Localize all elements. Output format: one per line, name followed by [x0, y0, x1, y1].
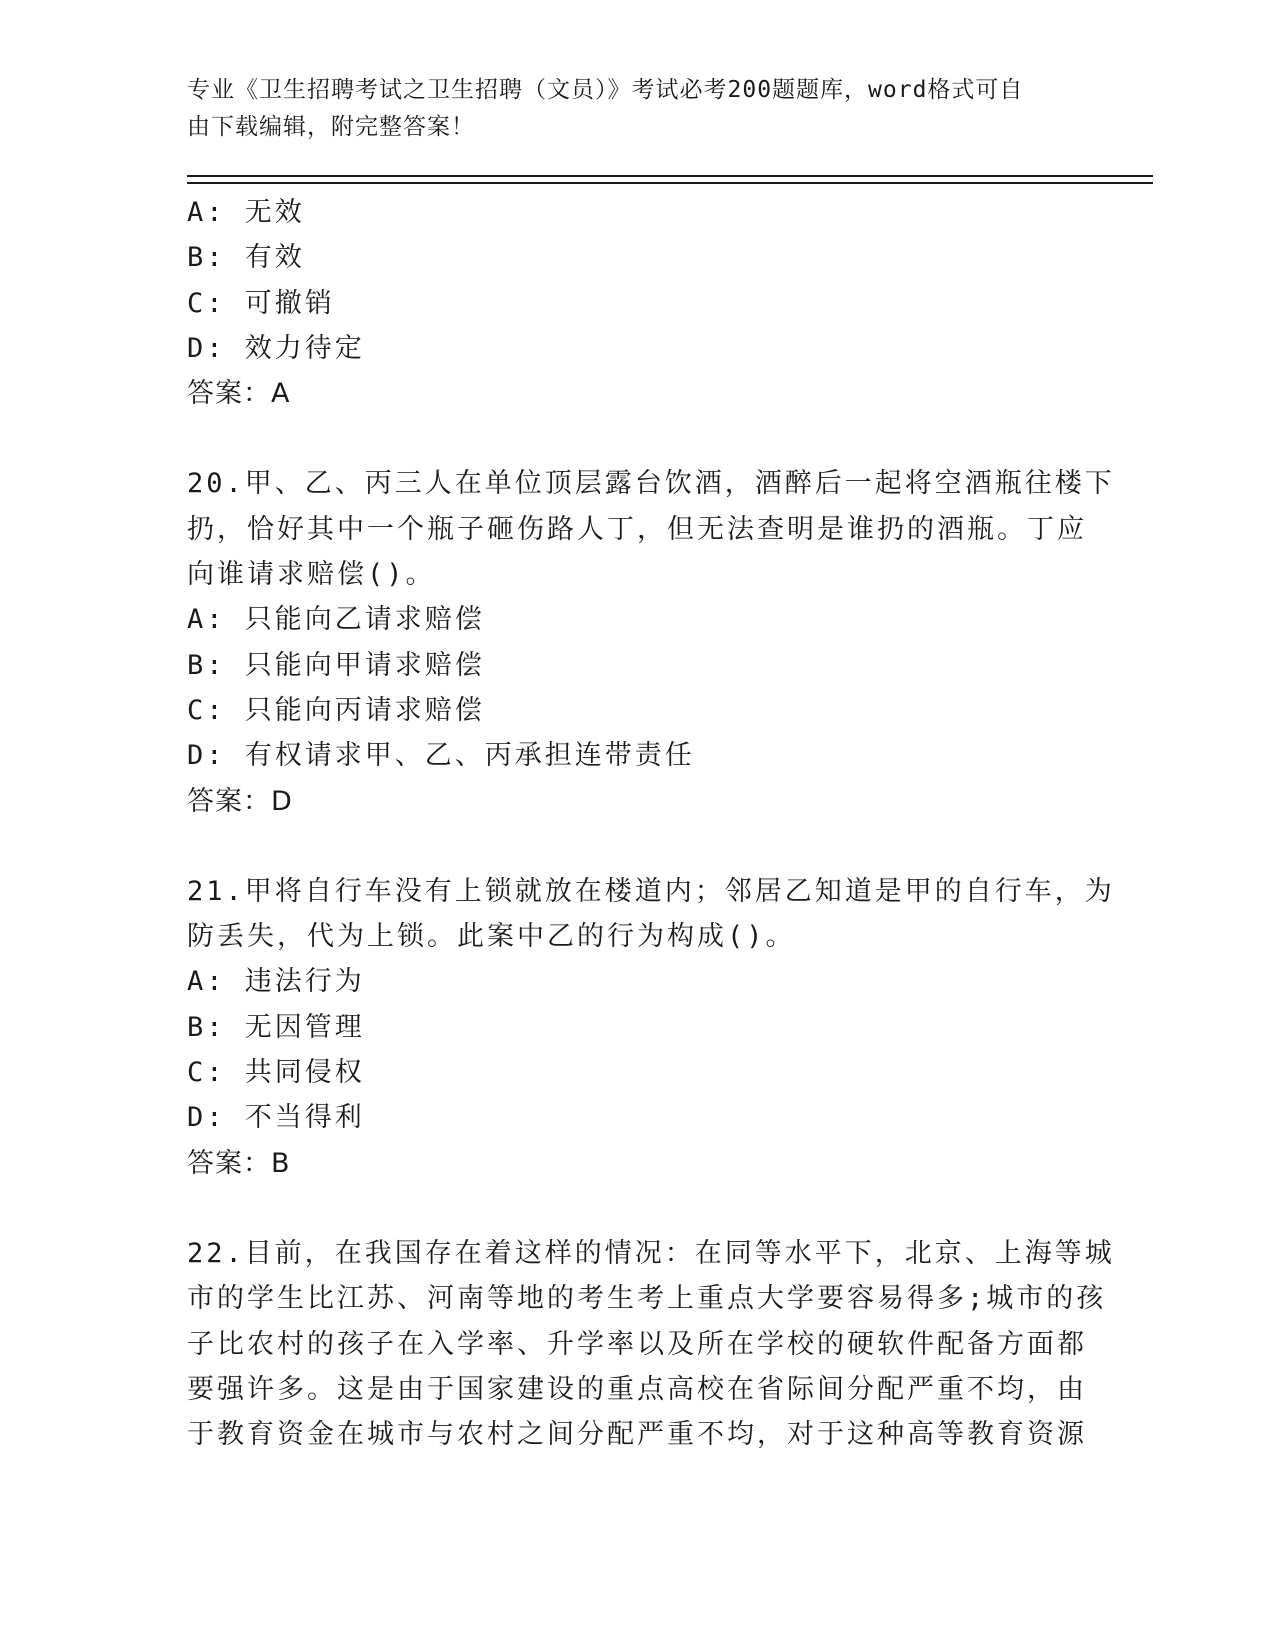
question-stem: 市的学生比江苏、河南等地的考生考上重点大学要容易得多;城市的孩 [187, 1283, 1107, 1315]
option-d: D: 效力待定 [187, 332, 365, 364]
answer-label: 答案：B [187, 1147, 291, 1179]
option-a: A: 违法行为 [187, 966, 365, 998]
question-stem: 扔，恰好其中一个瓶子砸伤路人丁，但无法查明是谁扔的酒瓶。丁应 [187, 513, 1087, 545]
option-b: B: 只能向甲请求赔偿 [187, 649, 485, 681]
answer-label: 答案：D [187, 785, 293, 817]
question-item [187, 190, 1067, 416]
header-divider [187, 182, 1153, 184]
question-stem: 子比农村的孩子在入学率、升学率以及所在学校的硬软件配备方面都 [187, 1328, 1087, 1360]
option-c: C: 只能向丙请求赔偿 [187, 694, 485, 726]
question-stem: 21.甲将自行车没有上锁就放在楼道内；邻居乙知道是甲的自行车，为 [187, 875, 1115, 907]
document-header [187, 72, 1067, 146]
option-a: A: 只能向乙请求赔偿 [187, 604, 485, 636]
answer-label: 答案：A [187, 378, 291, 410]
question-stem: 向谁请求赔偿()。 [187, 559, 436, 591]
question-item [187, 461, 1115, 823]
option-a: A: 无效 [187, 197, 305, 228]
option-b: B: 有效 [187, 242, 305, 274]
question-item [187, 1231, 1115, 1457]
question-list [187, 190, 1115, 1457]
header-divider [187, 175, 1153, 177]
header-title-line: 由下载编辑，附完整答案！ [187, 114, 475, 140]
option-c: C: 共同侵权 [187, 1057, 365, 1089]
option-d: D: 有权请求甲、乙、丙承担连带责任 [187, 740, 695, 772]
question-stem: 22.目前，在我国存在着这样的情况：在同等水平下，北京、上海等城 [187, 1237, 1115, 1269]
question-stem: 防丢失，代为上锁。此案中乙的行为构成()。 [187, 921, 796, 953]
option-b: B: 无因管理 [187, 1011, 365, 1043]
header-title-line: 专业《卫生招聘考试之卫生招聘（文员）》考试必考200题题库，word格式可自 [187, 77, 1024, 103]
option-c: C: 可撤销 [187, 287, 335, 319]
question-stem: 20.甲、乙、丙三人在单位顶层露台饮酒，酒醉后一起将空酒瓶往楼下 [187, 468, 1115, 500]
question-stem: 要强许多。这是由于国家建设的重点高校在省际间分配严重不均，由 [187, 1373, 1087, 1405]
option-d: D: 不当得利 [187, 1102, 365, 1134]
question-item [187, 869, 1115, 1186]
question-stem: 于教育资金在城市与农村之间分配严重不均，对于这种高等教育资源 [187, 1419, 1087, 1451]
